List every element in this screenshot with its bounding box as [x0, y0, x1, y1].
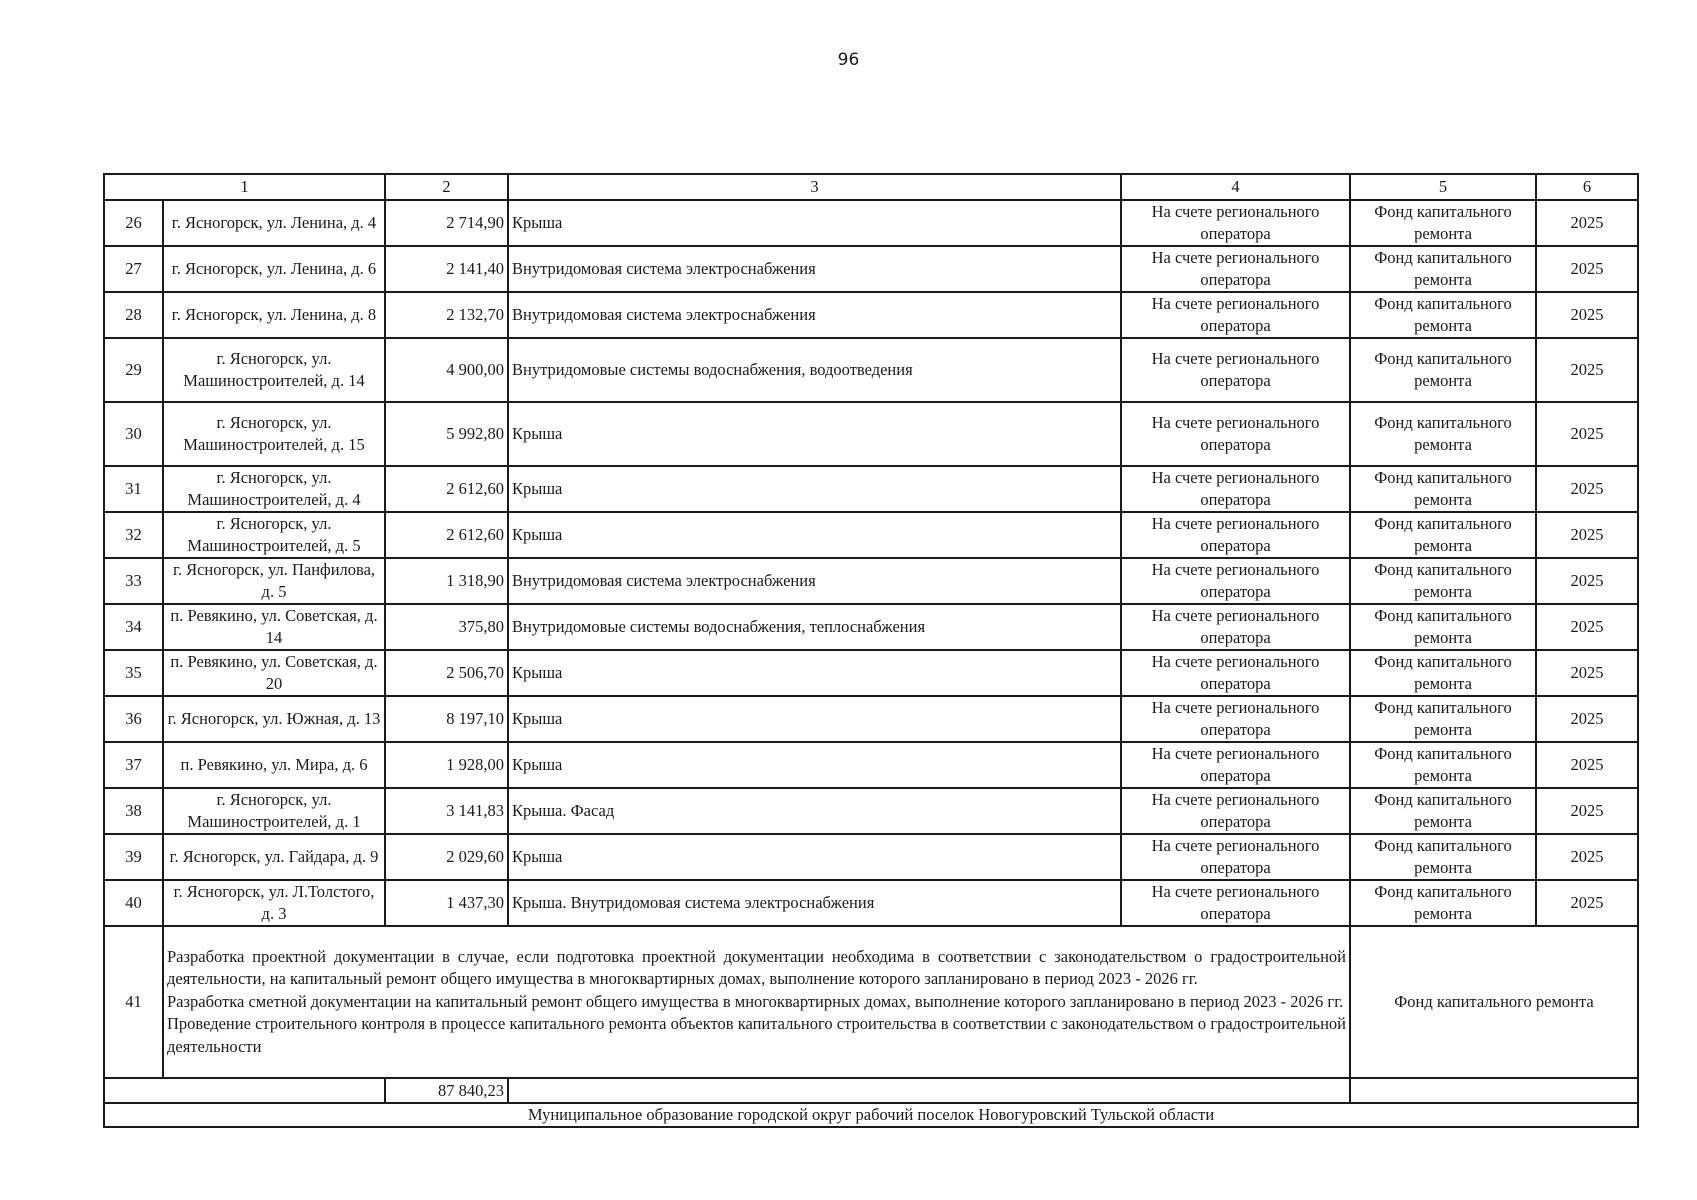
row-address: п. Ревякино, ул. Советская, д. 14	[163, 604, 385, 650]
row-area: 2 141,40	[385, 246, 508, 292]
row-work-type: Крыша	[508, 834, 1121, 880]
row-account: На счете регионального оператора	[1121, 338, 1350, 402]
table-row	[104, 402, 1638, 466]
row-funding-source: Фонд капитального ремонта	[1350, 512, 1536, 558]
row-work-type: Крыша	[508, 650, 1121, 696]
row-number: 36	[104, 696, 163, 742]
row-funding-source: Фонд капитального ремонта	[1350, 834, 1536, 880]
row-account: На счете регионального оператора	[1121, 834, 1350, 880]
row-funding-source: Фонд капитального ремонта	[1350, 742, 1536, 788]
row-account: На счете регионального оператора	[1121, 696, 1350, 742]
row-number: 37	[104, 742, 163, 788]
row-year: 2025	[1536, 246, 1638, 292]
table-row-41	[104, 926, 1638, 1078]
row-number: 32	[104, 512, 163, 558]
row-year: 2025	[1536, 466, 1638, 512]
row-area: 2 029,60	[385, 834, 508, 880]
row-funding-source: Фонд капитального ремонта	[1350, 880, 1536, 926]
table-row	[104, 246, 1638, 292]
row-work-type: Внутридомовые системы водоснабжения, водоотведения	[508, 338, 1121, 402]
table-row	[104, 292, 1638, 338]
row-area: 4 900,00	[385, 338, 508, 402]
row-account: На счете регионального оператора	[1121, 604, 1350, 650]
row-work-type: Внутридомовая система электроснабжения	[508, 246, 1121, 292]
row-address: г. Ясногорск, ул. Ленина, д. 6	[163, 246, 385, 292]
row-work-type: Крыша	[508, 402, 1121, 466]
row-funding-source: Фонд капитального ремонта	[1350, 558, 1536, 604]
row-year: 2025	[1536, 558, 1638, 604]
capital-repair-table	[103, 173, 1639, 1128]
row-area: 3 141,83	[385, 788, 508, 834]
row-funding-source: Фонд капитального ремонта	[1350, 650, 1536, 696]
row-account: На счете регионального оператора	[1121, 466, 1350, 512]
header-row	[104, 174, 1638, 200]
row-funding-source: Фонд капитального ремонта	[1350, 466, 1536, 512]
row-address: г. Ясногорск, ул. Гайдара, д. 9	[163, 834, 385, 880]
row-number: 26	[104, 200, 163, 246]
municipality-title: Муниципальное образование городской округ рабочий поселок Новогуровский Тульской области	[104, 1103, 1638, 1127]
row-year: 2025	[1536, 338, 1638, 402]
header-cell-2: 2	[385, 174, 508, 200]
table-row	[104, 466, 1638, 512]
table-row	[104, 512, 1638, 558]
table-row	[104, 200, 1638, 246]
row-address: г. Ясногорск, ул. Машиностроителей, д. 1	[163, 788, 385, 834]
row-account: На счете регионального оператора	[1121, 742, 1350, 788]
row-work-type: Крыша	[508, 200, 1121, 246]
row-year: 2025	[1536, 834, 1638, 880]
row-area: 5 992,80	[385, 402, 508, 466]
work-paragraph: Разработка проектной документации в случае, если подготовка проектной документации необходима в соответствии с законодательством о градостроительной деятельности, на капитальный ремонт общего имущества в многоквартирных домах, выполнение которого запланировано в период 2023 - 2026 гг.	[167, 946, 1346, 989]
row-account: На счете регионального оператора	[1121, 292, 1350, 338]
row-area: 2 714,90	[385, 200, 508, 246]
table-row	[104, 558, 1638, 604]
row-address: г. Ясногорск, ул. Южная, д. 13	[163, 696, 385, 742]
row-year: 2025	[1536, 880, 1638, 926]
row-account: На счете регионального оператора	[1121, 512, 1350, 558]
header-cell-4: 4	[1121, 174, 1350, 200]
row-year: 2025	[1536, 200, 1638, 246]
row-number: 35	[104, 650, 163, 696]
row-year: 2025	[1536, 402, 1638, 466]
row-work-description	[163, 926, 1350, 1078]
row-work-type: Крыша	[508, 512, 1121, 558]
row-number: 38	[104, 788, 163, 834]
row-area: 2 612,60	[385, 512, 508, 558]
row-year: 2025	[1536, 512, 1638, 558]
row-number: 33	[104, 558, 163, 604]
row-year: 2025	[1536, 650, 1638, 696]
row-account: На счете регионального оператора	[1121, 558, 1350, 604]
total-empty-cell	[1350, 1078, 1638, 1103]
row-funding-source: Фонд капитального ремонта	[1350, 200, 1536, 246]
table-body	[104, 174, 1638, 1127]
row-number: 30	[104, 402, 163, 466]
row-funding-source: Фонд капитального ремонта	[1350, 246, 1536, 292]
header-cell-6: 6	[1536, 174, 1638, 200]
row-year: 2025	[1536, 696, 1638, 742]
row-funding-source: Фонд капитального ремонта	[1350, 696, 1536, 742]
row-account: На счете регионального оператора	[1121, 788, 1350, 834]
row-account: На счете регионального оператора	[1121, 246, 1350, 292]
table-row	[104, 338, 1638, 402]
row-year: 2025	[1536, 742, 1638, 788]
row-address: г. Ясногорск, ул. Ленина, д. 8	[163, 292, 385, 338]
row-area: 2 506,70	[385, 650, 508, 696]
table-row	[104, 696, 1638, 742]
row-year: 2025	[1536, 788, 1638, 834]
row-funding-source: Фонд капитального ремонта	[1350, 338, 1536, 402]
row-number: 41	[104, 926, 163, 1078]
row-number: 27	[104, 246, 163, 292]
row-funding-source: Фонд капитального ремонта	[1350, 604, 1536, 650]
row-address: г. Ясногорск, ул. Машиностроителей, д. 15	[163, 402, 385, 466]
total-empty-cell	[508, 1078, 1350, 1103]
row-number: 39	[104, 834, 163, 880]
table-row	[104, 880, 1638, 926]
row-number: 40	[104, 880, 163, 926]
work-paragraph: Разработка сметной документации на капитальный ремонт общего имущества в многоквартирных домах, выполнение которого запланировано в период 2023 - 2026 гг.	[167, 991, 1344, 1011]
municipality-row	[104, 1103, 1638, 1127]
row-address: г. Ясногорск, ул. Л.Толстого, д. 3	[163, 880, 385, 926]
row-account: На счете регионального оператора	[1121, 200, 1350, 246]
row-area: 1 437,30	[385, 880, 508, 926]
row-area: 375,80	[385, 604, 508, 650]
row-funding-source: Фонд капитального ремонта	[1350, 926, 1638, 1078]
row-number: 34	[104, 604, 163, 650]
row-address: п. Ревякино, ул. Мира, д. 6	[163, 742, 385, 788]
table-row	[104, 604, 1638, 650]
work-paragraph: Проведение строительного контроля в процессе капитального ремонта объектов капитального строительства в соответствии с законодательством о градостроительной деятельности	[167, 1014, 1346, 1056]
header-cell-1: 1	[104, 174, 385, 200]
row-year: 2025	[1536, 292, 1638, 338]
row-work-type: Крыша. Внутридомовая система электроснабжения	[508, 880, 1121, 926]
row-work-type: Крыша	[508, 696, 1121, 742]
row-area: 8 197,10	[385, 696, 508, 742]
table-row	[104, 834, 1638, 880]
row-area: 2 612,60	[385, 466, 508, 512]
row-address: г. Ясногорск, ул. Машиностроителей, д. 14	[163, 338, 385, 402]
row-account: На счете регионального оператора	[1121, 650, 1350, 696]
row-number: 28	[104, 292, 163, 338]
row-area: 2 132,70	[385, 292, 508, 338]
row-work-type: Внутридомовые системы водоснабжения, теплоснабжения	[508, 604, 1121, 650]
row-work-type: Внутридомовая система электроснабжения	[508, 292, 1121, 338]
row-account: На счете регионального оператора	[1121, 402, 1350, 466]
row-address: г. Ясногорск, ул. Машиностроителей, д. 4	[163, 466, 385, 512]
total-label-cell	[104, 1078, 385, 1103]
row-address: г. Ясногорск, ул. Панфилова, д. 5	[163, 558, 385, 604]
row-address: п. Ревякино, ул. Советская, д. 20	[163, 650, 385, 696]
table-row	[104, 788, 1638, 834]
row-work-type: Крыша	[508, 742, 1121, 788]
row-funding-source: Фонд капитального ремонта	[1350, 402, 1536, 466]
row-area: 1 928,00	[385, 742, 508, 788]
row-funding-source: Фонд капитального ремонта	[1350, 788, 1536, 834]
row-address: г. Ясногорск, ул. Машиностроителей, д. 5	[163, 512, 385, 558]
row-number: 31	[104, 466, 163, 512]
table-row	[104, 650, 1638, 696]
row-address: г. Ясногорск, ул. Ленина, д. 4	[163, 200, 385, 246]
total-row	[104, 1078, 1638, 1103]
header-cell-3: 3	[508, 174, 1121, 200]
row-work-type: Внутридомовая система электроснабжения	[508, 558, 1121, 604]
row-work-type: Крыша. Фасад	[508, 788, 1121, 834]
row-work-type: Крыша	[508, 466, 1121, 512]
total-area: 87 840,23	[385, 1078, 508, 1103]
table-row	[104, 742, 1638, 788]
row-account: На счете регионального оператора	[1121, 880, 1350, 926]
page-number: 96	[837, 50, 860, 70]
row-area: 1 318,90	[385, 558, 508, 604]
row-number: 29	[104, 338, 163, 402]
row-year: 2025	[1536, 604, 1638, 650]
header-cell-5: 5	[1350, 174, 1536, 200]
row-funding-source: Фонд капитального ремонта	[1350, 292, 1536, 338]
